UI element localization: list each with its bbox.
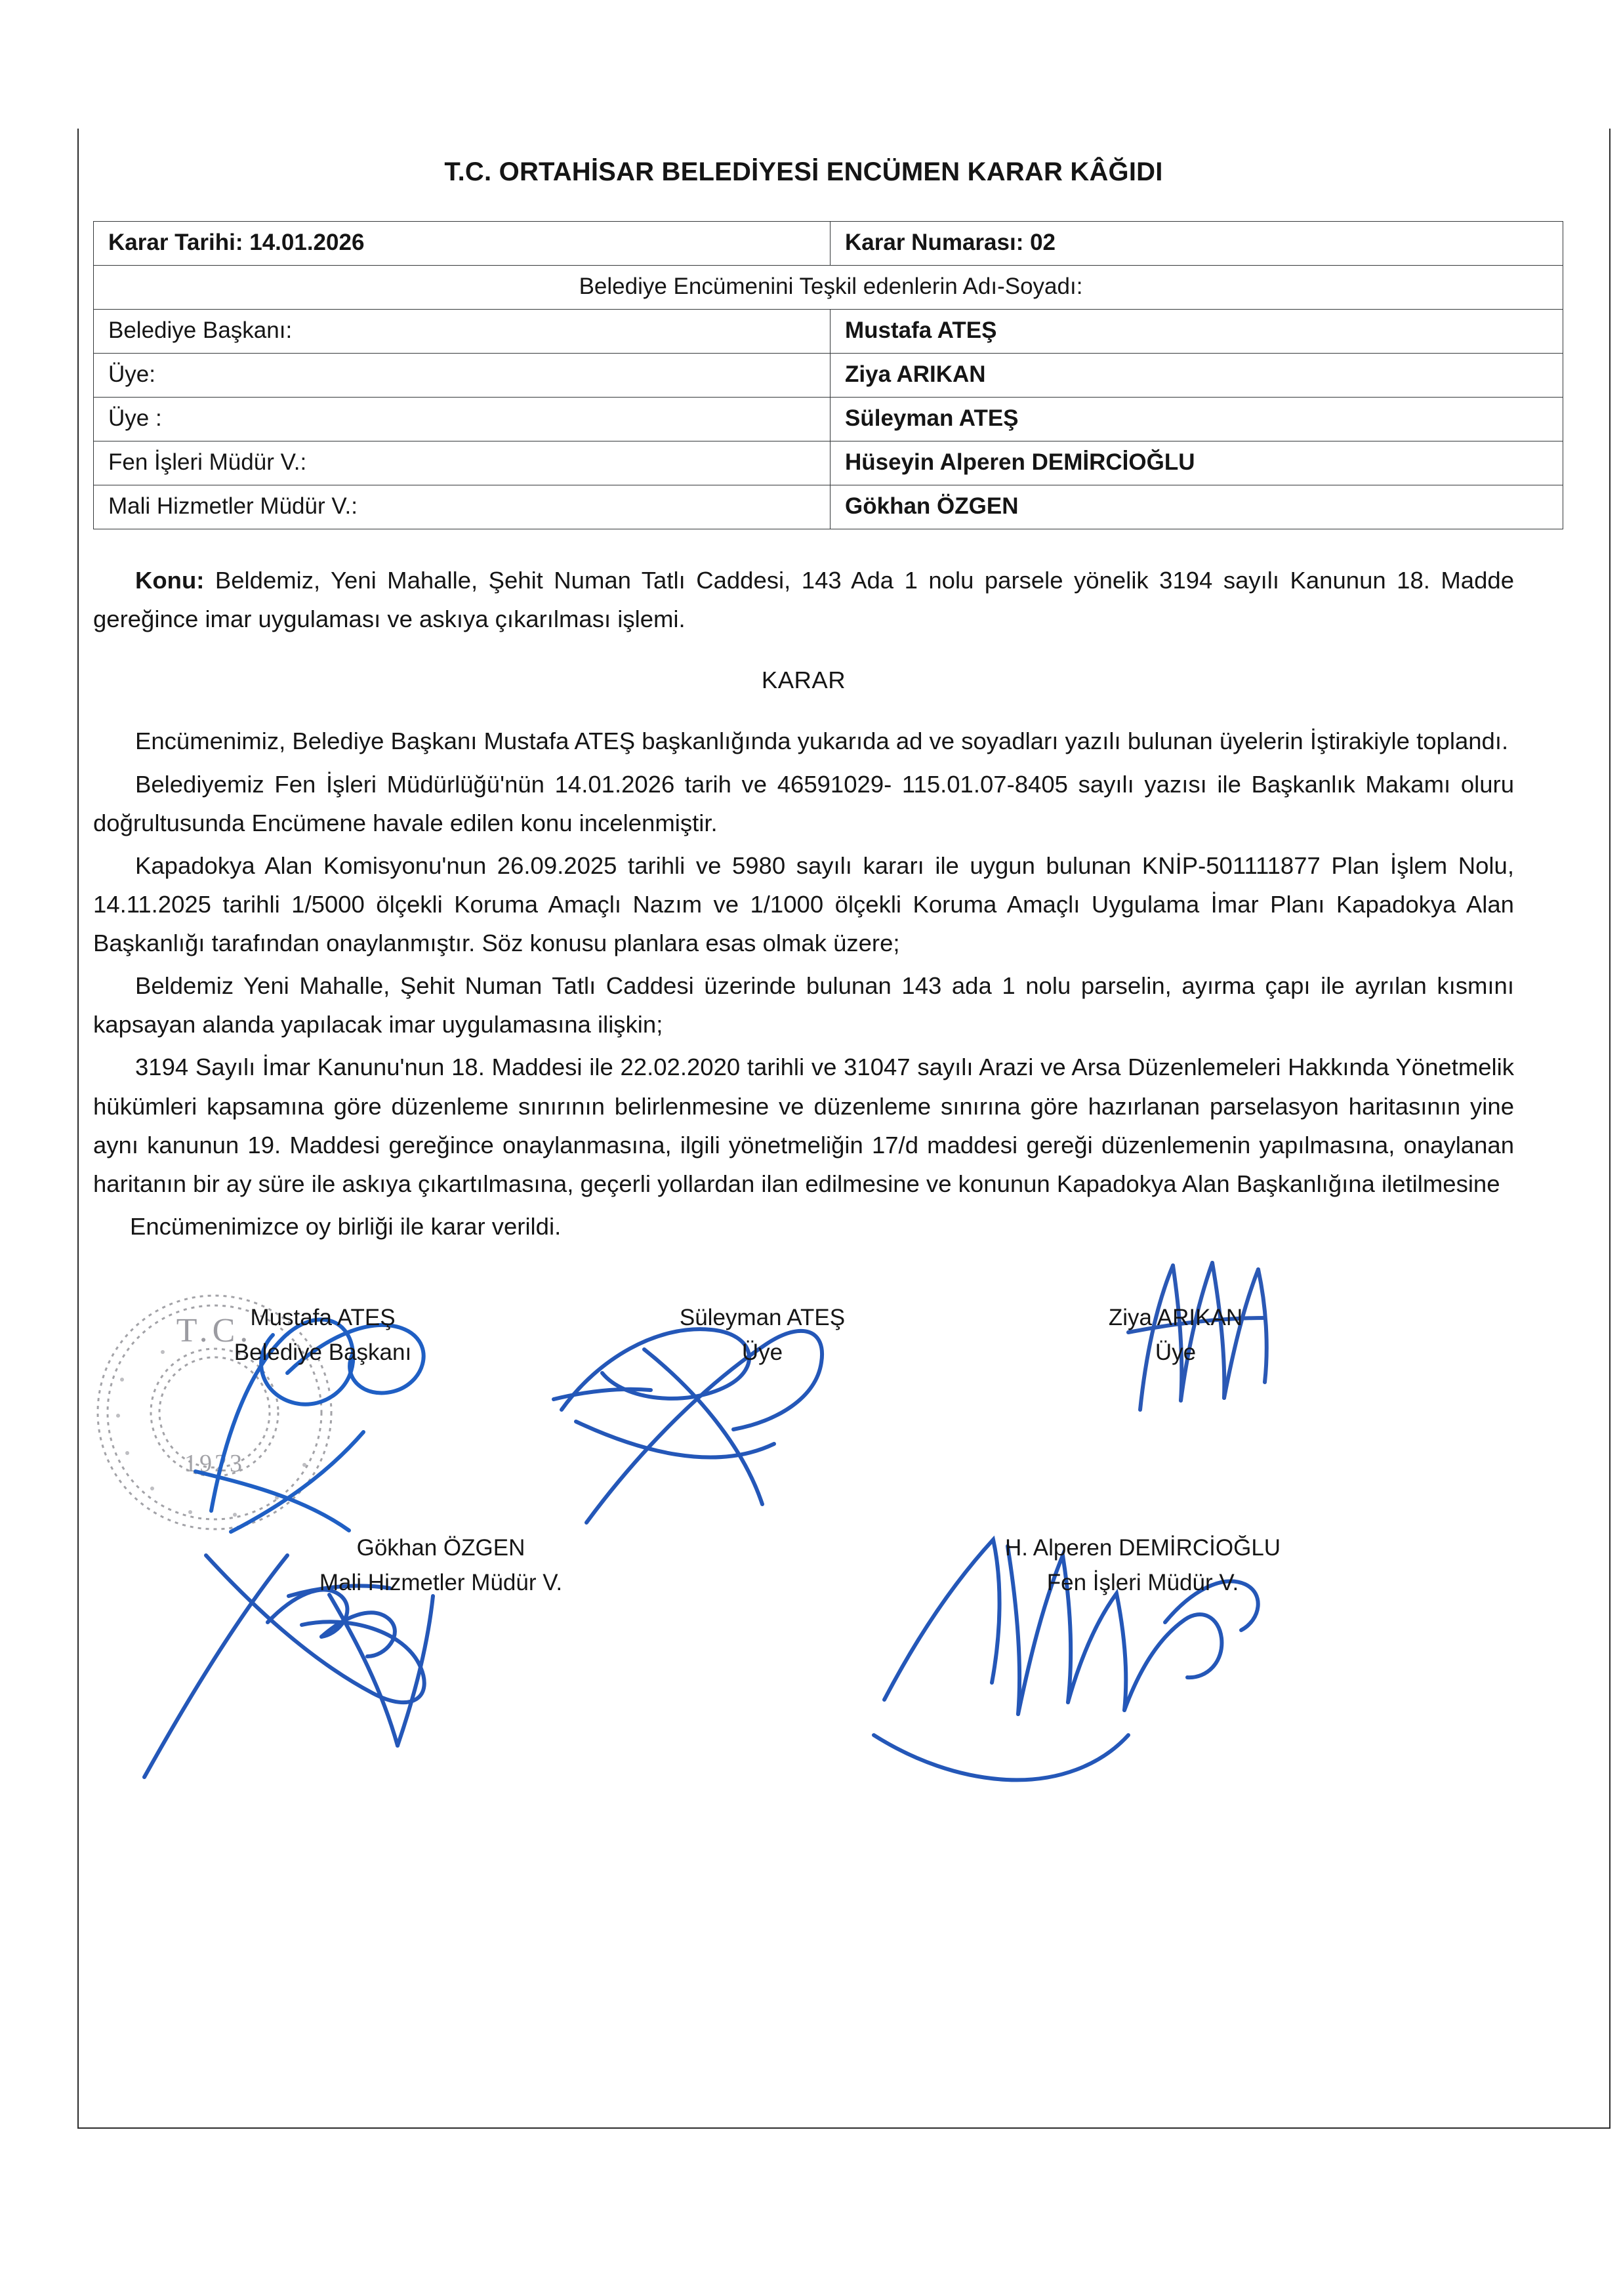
signature-name: Ziya ARIKAN <box>1108 1305 1243 1330</box>
table-row <box>94 441 1563 485</box>
signature-block-mustafa-ates <box>93 1301 552 1370</box>
table-row <box>94 310 1563 354</box>
member-role-2: Üye : <box>94 398 831 441</box>
signature-block-gokhan-ozgen <box>93 1531 789 1600</box>
body-paragraph-1: Belediyemiz Fen İşleri Müdürlüğü'nün 14.01.2026 tarih ve 46591029- 115.01.07-8405 sayılı yazısı ile Başkanlık Makamı oluru doğrultusunda Encümene havale edilen konu incelenmiştir. <box>93 770 1514 836</box>
decision-body <box>93 561 1514 1246</box>
page-title: T.C. ORTAHİSAR BELEDİYESİ ENCÜMEN KARAR KÂĞIDI <box>444 157 1163 186</box>
signature-area <box>93 1301 1514 1839</box>
member-name-3: Hüseyin Alperen DEMİRCİOĞLU <box>831 441 1563 485</box>
body-paragraph-5: Encümenimizce oy birliği ile karar verildi. <box>130 1212 562 1240</box>
table-row <box>94 354 1563 398</box>
member-name-0: Mustafa ATEŞ <box>831 310 1563 354</box>
decision-heading: KARAR <box>761 666 846 694</box>
subject-label: Konu: <box>135 567 205 594</box>
signature-title: Belediye Başkanı <box>234 1339 412 1365</box>
member-role-4: Mali Hizmetler Müdür V.: <box>94 485 831 529</box>
decision-number-cell: Karar Numarası: 02 <box>831 222 1563 266</box>
member-role-1: Üye: <box>94 354 831 398</box>
signature-block-suleyman-ates <box>552 1301 972 1370</box>
signature-title: Fen İşleri Müdür V. <box>1046 1569 1239 1595</box>
body-paragraph-3: Beldemiz Yeni Mahalle, Şehit Numan Tatlı Caddesi üzerinde bulunan 143 ada 1 nolu parselin, ayırma çapı ile ayrılan kısmını kapsayan alanda yapılacak imar uygulamasına ilişkin; <box>93 972 1514 1038</box>
signature-row-bottom <box>93 1531 1514 1600</box>
signature-row-top <box>93 1301 1514 1370</box>
table-row <box>94 398 1563 441</box>
signature-title: Üye <box>741 1339 783 1365</box>
signature-name: Mustafa ATEŞ <box>250 1305 396 1330</box>
member-name-1: Ziya ARIKAN <box>831 354 1563 398</box>
decision-date-cell: Karar Tarihi: 14.01.2026 <box>94 222 831 266</box>
members-caption-cell: Belediye Encümenini Teşkil edenlerin Adı-Soyadı: <box>94 266 1563 310</box>
subject-text: Beldemiz, Yeni Mahalle, Şehit Numan Tatlı Caddesi, 143 Ada 1 nolu parsele yönelik 3194 sayılı Kanunun 18. Madde gereğince imar uygulaması ve askıya çıkarılması işlemi. <box>93 567 1514 633</box>
table-row-decision-meta <box>94 222 1563 266</box>
signature-title: Üye <box>1155 1339 1197 1365</box>
body-paragraph-0: Encümenimiz, Belediye Başkanı Mustafa ATEŞ başkanlığında yukarıda ad ve soyadları yazılı bulunan üyelerin İştirakiyle toplandı. <box>135 728 1509 755</box>
signature-block-ziya-arikan <box>972 1301 1379 1370</box>
member-role-0: Belediye Başkanı: <box>94 310 831 354</box>
body-paragraph-4: 3194 Sayılı İmar Kanunu'nun 18. Maddesi ile 22.02.2020 tarihli ve 31047 sayılı Arazi ve Arsa Düzenlemeleri Hakkında Yönetmelik hükümleri kapsamına göre düzenleme sınırının belirlenmesine ve düzenleme sınırına göre hazırlanan parselasyon haritasının yine aynı kanunun 19. Maddesi gereğince onaylanmasına, ilgili yönetmeliğin 17/d maddesi gereği düzenlemenin yapılmasına, onaylanan haritanın bir ay süre ile askıya çıkartılmasına, geçerli yollardan ilan edilmesine ve konunun Kapadokya Alan Başkanlığına iletilmesine <box>93 1054 1514 1197</box>
seal-year-text: 1923 <box>184 1450 245 1477</box>
document-content <box>93 157 1514 1839</box>
signature-name: Süleyman ATEŞ <box>679 1305 846 1330</box>
body-paragraph-2: Kapadokya Alan Komisyonu'nun 26.09.2025 tarihli ve 5980 sayılı kararı ile uygun bulunan KNİP-501111877 Plan İşlem Nolu, 14.11.2025 tarihli 1/5000 ölçekli Koruma Amaçlı Nazım ve 1/1000 ölçekli Koruma Amaçlı Uygulama İmar Planı Kapadokya Alan Başkanlığı tarafından onaylanmıştır. Söz konusu planlara esas olmak üzere; <box>93 851 1514 956</box>
signature-block-alperen-demircioglu <box>789 1531 1497 1600</box>
member-role-3: Fen İşleri Müdür V.: <box>94 441 831 485</box>
table-row <box>94 485 1563 529</box>
signature-name: H. Alperen DEMİRCİOĞLU <box>1004 1535 1281 1561</box>
member-name-2: Süleyman ATEŞ <box>831 398 1563 441</box>
signature-title: Mali Hizmetler Müdür V. <box>319 1569 563 1595</box>
signature-name: Gökhan ÖZGEN <box>356 1535 525 1561</box>
table-row-members-caption <box>94 266 1563 310</box>
decision-header-table <box>93 221 1563 529</box>
subject-paragraph <box>93 561 1514 638</box>
seal-top-text: T.C. <box>176 1312 253 1349</box>
member-name-4: Gökhan ÖZGEN <box>831 485 1563 529</box>
